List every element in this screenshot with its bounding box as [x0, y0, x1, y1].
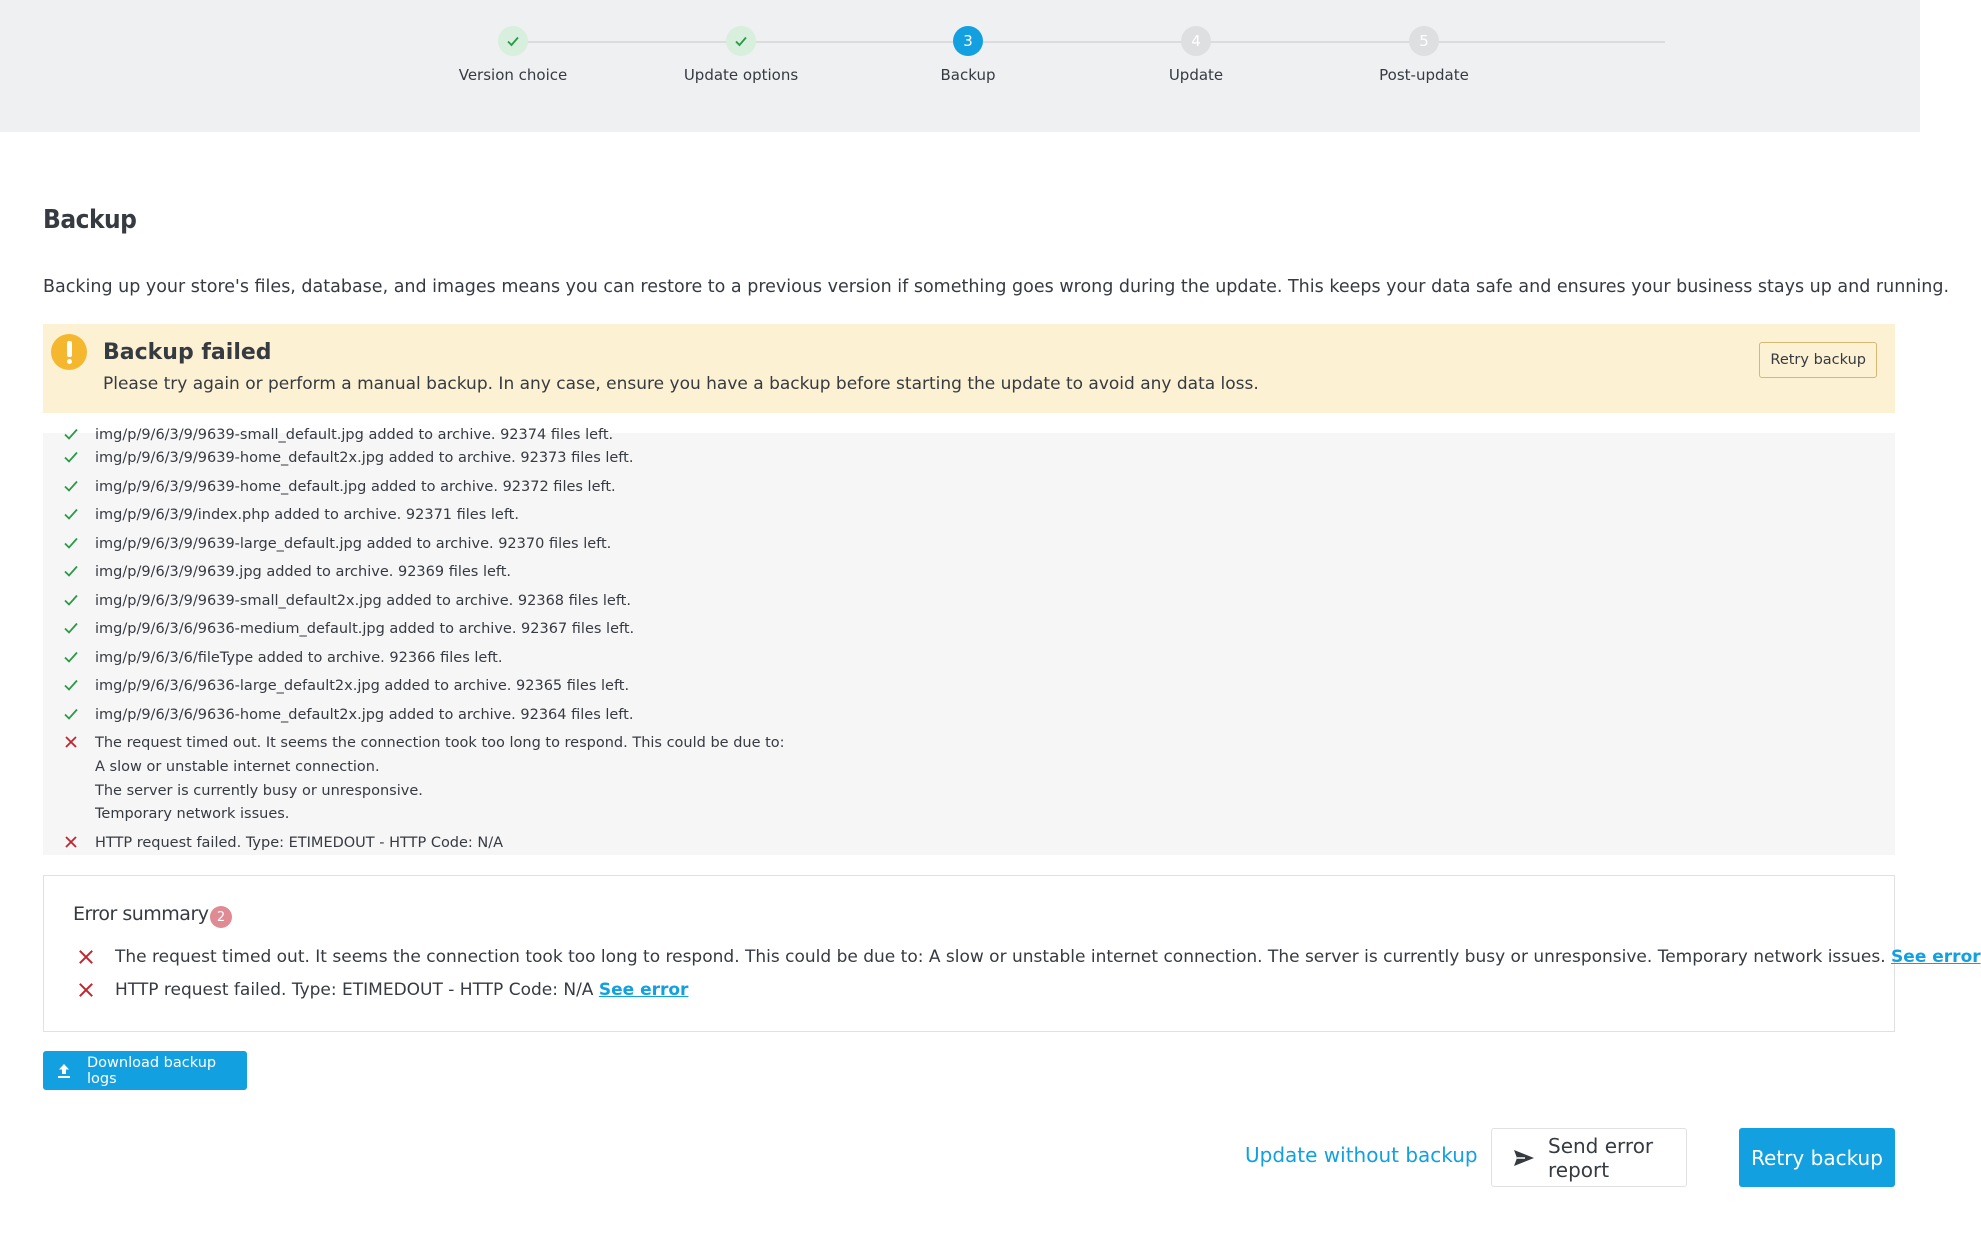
error-x-icon	[63, 734, 79, 750]
log-text: img/p/9/6/3/9/9639.jpg added to archive. 92369 files left.	[95, 564, 512, 580]
send-error-report-button[interactable]	[1491, 1128, 1687, 1187]
check-icon	[63, 449, 79, 465]
step-update[interactable]	[1096, 26, 1296, 84]
step-label: Post-update	[1379, 66, 1469, 84]
error-x-icon	[77, 948, 95, 966]
error-summary	[43, 875, 1981, 1032]
page-title: Backup	[43, 205, 137, 235]
log-text: img/p/9/6/3/9/index.php added to archive. 92371 files left.	[95, 507, 519, 523]
check-icon	[63, 426, 79, 442]
error-summary-text: The request timed out. It seems the connection took too long to respond. This could be due to: A slow or unstable internet connection. The server is currently busy or unresponsive. Temporary network issues.	[115, 947, 1886, 967]
error-count-badge: 2	[210, 906, 232, 928]
stepper-bar	[0, 0, 1920, 132]
check-icon	[63, 677, 79, 693]
error-x-icon	[77, 981, 95, 999]
alert-title: Backup failed	[103, 340, 272, 365]
log-text: img/p/9/6/3/9/9639-home_default2x.jpg added to archive. 92373 files left.	[95, 450, 634, 466]
update-without-backup-button[interactable]: Update without backup	[1245, 1143, 1478, 1167]
log-text: img/p/9/6/3/9/9639-small_default2x.jpg added to archive. 92368 files left.	[95, 593, 631, 609]
log-text: img/p/9/6/3/6/9636-medium_default.jpg added to archive. 92367 files left.	[95, 621, 635, 637]
alert-retry-button[interactable]: Retry backup	[1759, 342, 1877, 378]
step-post-update[interactable]	[1324, 26, 1524, 84]
error-summary-title: Error summary	[73, 903, 209, 925]
step-label: Version choice	[458, 66, 568, 84]
log-text: The request timed out. It seems the connection took too long to respond. This could be due to:	[95, 735, 785, 751]
check-icon	[498, 26, 528, 56]
step-backup[interactable]	[868, 26, 1068, 84]
send-error-report-label: Send error report	[1548, 1133, 1654, 1182]
download-backup-logs-button[interactable]	[43, 1051, 247, 1090]
see-error-link[interactable]: See error	[1891, 947, 1981, 967]
progress-stepper	[0, 0, 1920, 132]
send-icon	[1512, 1146, 1536, 1170]
log-text: HTTP request failed. Type: ETIMEDOUT - HTTP Code: N/A	[95, 835, 504, 851]
log-text: img/p/9/6/3/6/9636-large_default2x.jpg added to archive. 92365 files left.	[95, 678, 630, 694]
log-reason: The server is currently busy or unresponsive.	[95, 783, 423, 799]
error-x-icon	[63, 834, 79, 850]
check-icon	[63, 592, 79, 608]
page-description: Backing up your store's files, database, and images means you can restore to a previous version if something goes wrong during the update. This keeps your data safe and ensures your business stays up and running.	[43, 277, 1950, 297]
error-summary-text: HTTP request failed. Type: ETIMEDOUT - HTTP Code: N/A	[115, 980, 594, 1000]
step-label: Backup	[940, 66, 996, 84]
log-text: img/p/9/6/3/6/fileType added to archive. 92366 files left.	[95, 650, 503, 666]
log-text: img/p/9/6/3/6/9636-home_default2x.jpg added to archive. 92364 files left.	[95, 707, 634, 723]
check-icon	[63, 478, 79, 494]
check-icon	[63, 649, 79, 665]
check-icon	[63, 535, 79, 551]
see-error-link[interactable]: See error	[598, 980, 689, 1000]
download-label: Download backup logs	[87, 1054, 217, 1087]
check-icon	[63, 620, 79, 636]
step-update-options[interactable]	[641, 26, 841, 84]
check-icon	[726, 26, 756, 56]
backup-failed-alert	[43, 324, 1895, 413]
step-number: 5	[1409, 26, 1439, 56]
log-text: img/p/9/6/3/9/9639-large_default.jpg added to archive. 92370 files left.	[95, 536, 612, 552]
check-icon	[63, 706, 79, 722]
step-version-choice[interactable]	[413, 26, 613, 84]
retry-backup-button[interactable]: Retry backup	[1739, 1128, 1895, 1187]
alert-message: Please try again or perform a manual backup. In any case, ensure you have a backup before starting the update to avoid any data loss.	[103, 374, 1259, 394]
step-number: 4	[1181, 26, 1211, 56]
upload-icon	[55, 1062, 73, 1080]
log-text: img/p/9/6/3/9/9639-home_default.jpg added to archive. 92372 files left.	[95, 479, 616, 495]
log-reason: Temporary network issues.	[95, 806, 290, 822]
step-label: Update	[1168, 66, 1224, 84]
backup-log[interactable]	[43, 427, 1895, 855]
check-icon	[63, 563, 79, 579]
step-number: 3	[953, 26, 983, 56]
step-label: Update options	[683, 66, 799, 84]
warning-icon	[51, 334, 87, 370]
log-text: img/p/9/6/3/9/9639-small_default.jpg added to archive. 92374 files left.	[95, 427, 614, 443]
check-icon	[63, 506, 79, 522]
log-reason: A slow or unstable internet connection.	[95, 759, 380, 775]
